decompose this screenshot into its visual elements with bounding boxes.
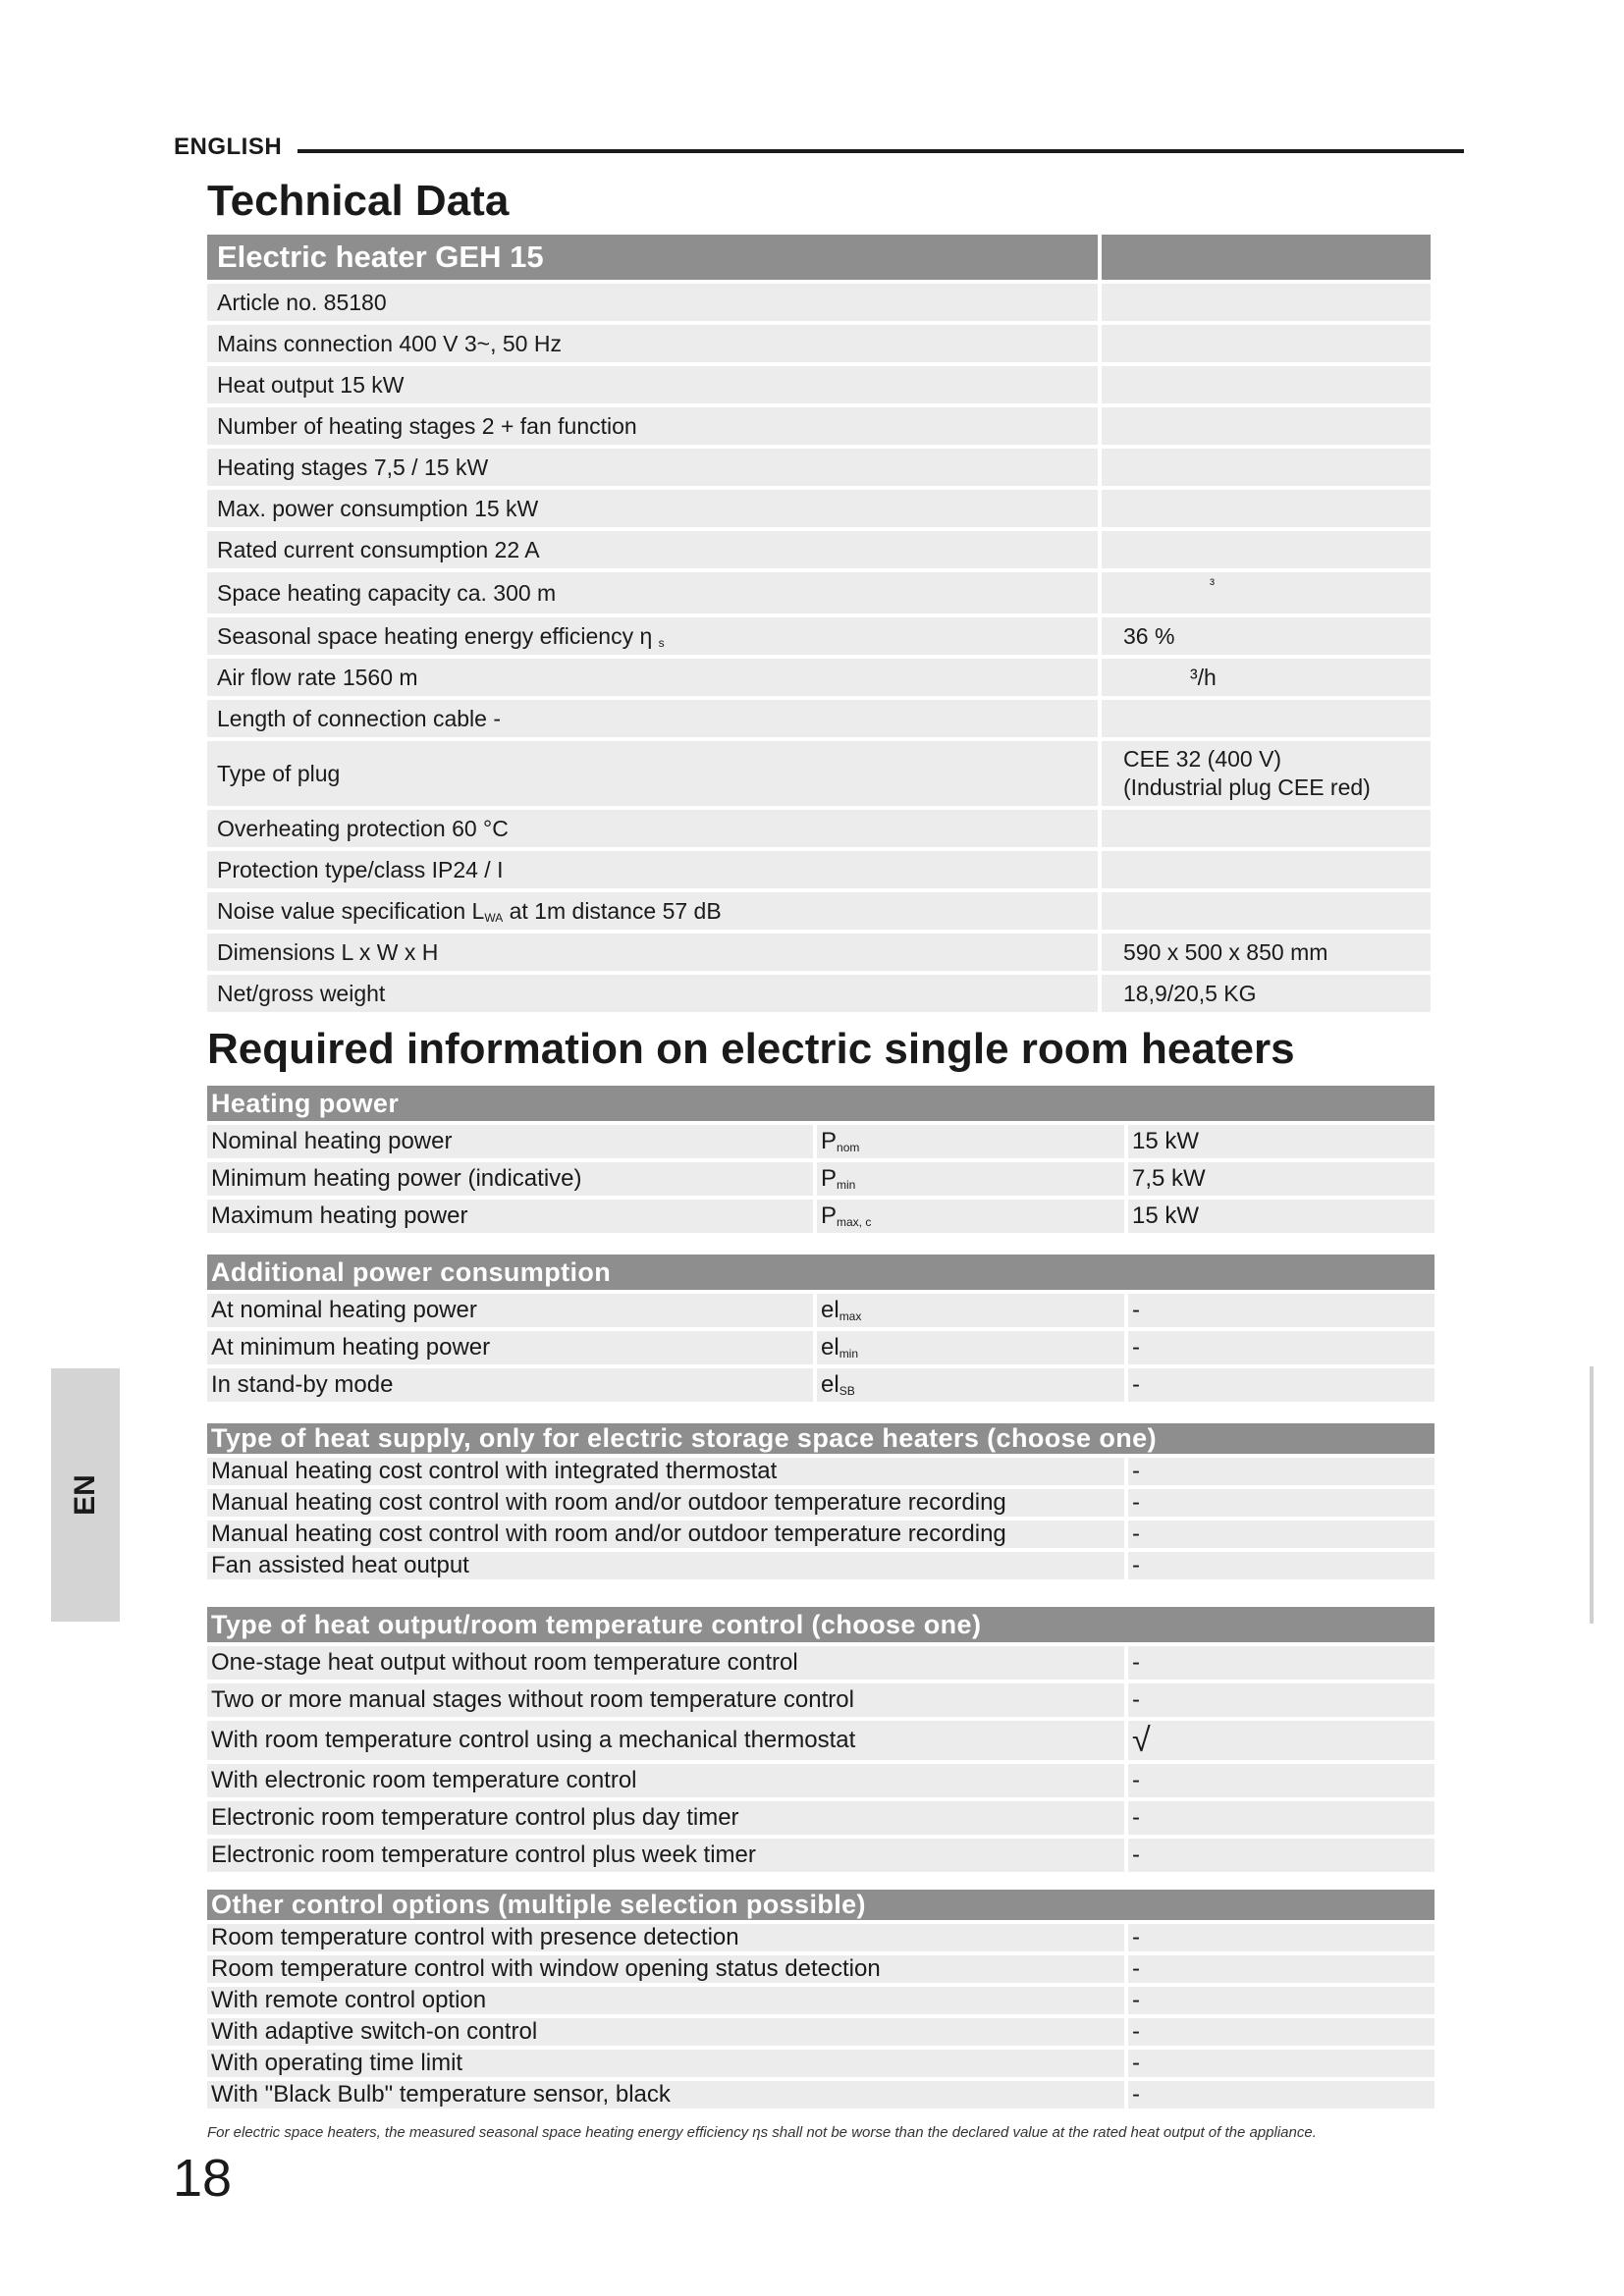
table-row: Overheating protection 60 °C — [207, 810, 1431, 847]
table-row: Rated current consumption 22 A — [207, 531, 1431, 568]
table-row: Electronic room temperature control plus week timer - — [207, 1839, 1435, 1872]
table-row: Number of heating stages 2 + fan function — [207, 407, 1431, 445]
table-row: Electronic room temperature control plus day timer - — [207, 1801, 1435, 1835]
side-tab-label: EN — [69, 1474, 101, 1516]
table-title: Type of heat output/room temperature control (choose one) — [207, 1607, 1435, 1642]
table-row: Heat output 15 kW — [207, 366, 1431, 403]
table-row: Article no. 85180 — [207, 284, 1431, 321]
table-row: With "Black Bulb" temperature sensor, black - — [207, 2081, 1435, 2109]
table-row: Protection type/class IP24 / I — [207, 851, 1431, 888]
table-row: Manual heating cost control with integrated thermostat - — [207, 1458, 1435, 1485]
table-title: Additional power consumption — [207, 1255, 1435, 1290]
temperature-control-table — [207, 1603, 1435, 1876]
table-row: In stand-by mode $el_{SB}$ - — [207, 1368, 1435, 1402]
table-title: Heating power — [207, 1086, 1435, 1121]
table-row: Nominal heating power $P_{nom}$ 15 kW — [207, 1125, 1435, 1158]
technical-data-table — [207, 231, 1431, 1016]
table-row: With remote control option - — [207, 1987, 1435, 2014]
table-row: Length of connection cable - — [207, 700, 1431, 737]
page-number: 18 — [173, 2149, 233, 2208]
table-row: Room temperature control with presence detection - — [207, 1924, 1435, 1951]
table-row: Air flow rate 1560 m ³/h — [207, 659, 1431, 696]
table-row: With electronic room temperature control - — [207, 1764, 1435, 1797]
header-rule — [298, 149, 1464, 153]
table-row: Net/gross weight 18,9/20,5 KG — [207, 975, 1431, 1012]
language-label: ENGLISH — [174, 133, 283, 160]
heating-power-table — [207, 1082, 1435, 1237]
table-row: Dimensions L x W x H 590 x 500 x 850 mm — [207, 934, 1431, 971]
table-row: Mains connection 400 V 3~, 50 Hz — [207, 325, 1431, 362]
table-row: With room temperature control using a mechanical thermostat √ — [207, 1721, 1435, 1760]
page-title: Technical Data — [207, 177, 510, 225]
table-row: Maximum heating power $P_{max, c}$ 15 kW — [207, 1200, 1435, 1233]
language-side-tab — [51, 1368, 120, 1622]
table-row: Heating stages 7,5 / 15 kW — [207, 449, 1431, 486]
table-row: Room temperature control with window opening status detection - — [207, 1955, 1435, 1983]
table-row: With operating time limit - — [207, 2050, 1435, 2077]
additional-power-table — [207, 1251, 1435, 1406]
table-row: Minimum heating power (indicative) $P_{min}$ 7,5 kW — [207, 1162, 1435, 1196]
table-row: At minimum heating power $el_{min}$ - — [207, 1331, 1435, 1364]
heat-supply-table — [207, 1419, 1435, 1583]
table-row: One-stage heat output without room temperature control - — [207, 1646, 1435, 1680]
footnote: For electric space heaters, the measured seasonal space heating energy efficiency ηs shall not be worse than the declared value at the rated heat output of the appliance. — [207, 2124, 1317, 2141]
other-control-options-table — [207, 1886, 1435, 2112]
table-row: Seasonal space heating energy efficiency η $_s$ 36 % — [207, 617, 1431, 655]
table-title: Type of heat supply, only for electric storage space heaters (choose one) — [207, 1423, 1435, 1454]
table-title: Other control options (multiple selection possible) — [207, 1890, 1435, 1920]
table-row: With adaptive switch-on control - — [207, 2018, 1435, 2046]
table-row: Manual heating cost control with room and/or outdoor temperature recording - — [207, 1489, 1435, 1517]
table-row: Two or more manual stages without room temperature control - — [207, 1683, 1435, 1717]
table-row: At nominal heating power $el_{max}$ - — [207, 1294, 1435, 1327]
table-row: Fan assisted heat output - — [207, 1552, 1435, 1579]
check-mark-icon: √ — [1124, 1721, 1435, 1760]
table-row: Manual heating cost control with room and/or outdoor temperature recording - — [207, 1521, 1435, 1548]
table-header — [207, 235, 1431, 280]
table-row: Max. power consumption 15 kW — [207, 490, 1431, 527]
table-row: Type of plug CEE 32 (400 V) (Industrial plug CEE red) — [207, 741, 1431, 806]
margin-mark — [1590, 1366, 1594, 1624]
table-title: Electric heater GEH 15 — [207, 235, 1098, 280]
table-row: Space heating capacity ca. 300 m ³ — [207, 572, 1431, 614]
section-title: Required information on electric single room heaters — [207, 1025, 1295, 1073]
table-row: Noise value specification $L_{WA}$ at 1m distance 57 dB — [207, 892, 1431, 930]
